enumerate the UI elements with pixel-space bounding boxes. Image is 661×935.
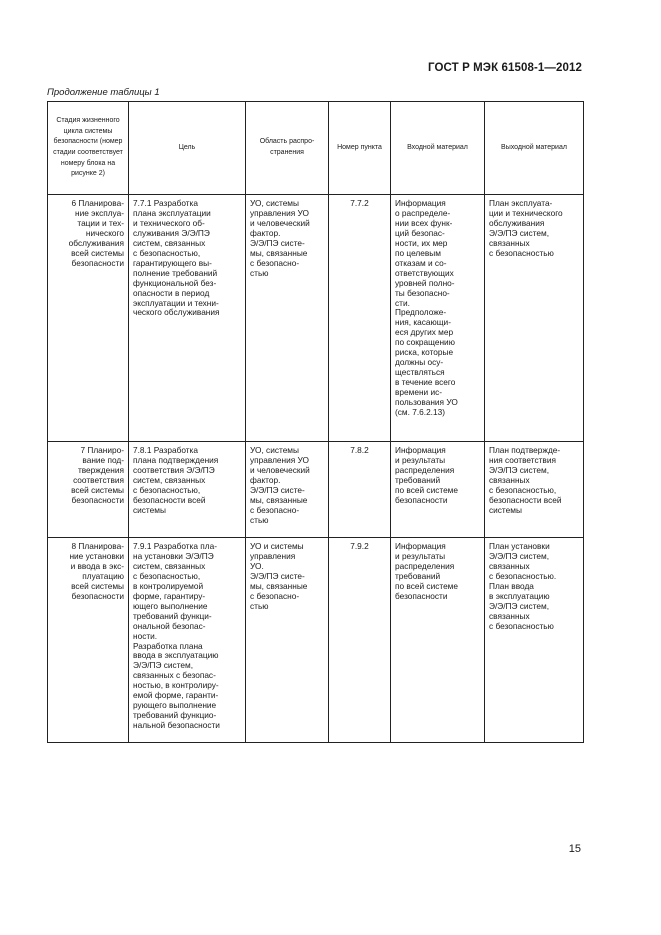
- table-header-row: [48, 102, 584, 195]
- cell-scope: УО, системы управления УО и человеческий фактор. Э/Э/ПЭ систе- мы, связанные с безопасно- стью: [246, 195, 329, 442]
- cell-stage: 7 Планиро- вание под- тверждения соответствия всей системы безопасности: [48, 442, 129, 538]
- header-input: Входной материал: [391, 102, 485, 195]
- cell-input: Информация и результаты распределения требований по всей системе безопасности: [391, 538, 485, 743]
- cell-stage: 6 Планирова- ние эксплуа- тации и тех- нического обслуживания всей системы безопасности: [48, 195, 129, 442]
- header-scope: Область распро- странения: [246, 102, 329, 195]
- table-row: [48, 442, 584, 538]
- cell-clause: 7.8.2: [329, 442, 391, 538]
- cell-output: План установки Э/Э/ПЭ систем, связанных с безопасностью. План ввода в эксплуатацию Э/Э/ПЭ систем, связанных с безопасностью: [485, 538, 584, 743]
- lifecycle-table: [47, 101, 584, 743]
- header-stage: Стадия жизненного цикла системы безопасности (номер стадии соответствует номеру блока на рисунке 2): [48, 102, 129, 195]
- document-code: ГОСТ Р МЭК 61508-1—2012: [428, 62, 582, 74]
- cell-stage: 8 Планирова- ние установки и ввода в экс- плуатацию всей системы безопасности: [48, 538, 129, 743]
- table-row: [48, 538, 584, 743]
- header-clause: Номер пункта: [329, 102, 391, 195]
- cell-output: План подтвержде- ния соответствия Э/Э/ПЭ систем, связанных с безопасностью, безопасности всей системы: [485, 442, 584, 538]
- cell-output: План эксплуата- ции и технического обслуживания Э/Э/ПЭ систем, связанных с безопасностью: [485, 195, 584, 442]
- table-row: [48, 195, 584, 442]
- cell-goal: 7.7.1 Разработка плана эксплуатации и технического об- служивания Э/Э/ПЭ систем, связанных с безопасностью, гарантирующего вы- полнение требований функциональной без- опасности в период эксплуатации и техни- ческого обслуживания: [129, 195, 246, 442]
- cell-clause: 7.9.2: [329, 538, 391, 743]
- cell-goal: 7.8.1 Разработка плана подтверждения соответствия Э/Э/ПЭ систем, связанных с безопасностью, безопасности всей системы: [129, 442, 246, 538]
- cell-input: Информация о распределе- нии всех функ- ций безопас- ности, их мер по целевым отказам и со- ответствующих уровней полно- ты безопасно- сти. Предположе- ния, касающи- еся других мер по сокращению риска, которые должны осу- ществляться в течение всего времени ис- пользования УО (см. 7.6.2.13): [391, 195, 485, 442]
- cell-scope: УО и системы управления УО. Э/Э/ПЭ систе- мы, связанные с безопасно- стью: [246, 538, 329, 743]
- cell-goal: 7.9.1 Разработка пла- на установки Э/Э/ПЭ систем, связанных с безопасностью, в контролируемой форме, гарантиру- ющего выполнение требований функци- ональной безопас- ности. Разработка плана ввода в эксплуатацию Э/Э/ПЭ систем, связанных с безопас- ностью, в контролиру- емой форме, гаранти- рующего выполнение требований функцио- нальной безопасности: [129, 538, 246, 743]
- table-caption: Продолжение таблицы 1: [47, 87, 160, 98]
- cell-input: Информация и результаты распределения требований по всей системе безопасности: [391, 442, 485, 538]
- page-number: 15: [568, 843, 581, 855]
- cell-clause: 7.7.2: [329, 195, 391, 442]
- header-goal: Цель: [129, 102, 246, 195]
- cell-scope: УО, системы управления УО и человеческий фактор. Э/Э/ПЭ систе- мы, связанные с безопасно- стью: [246, 442, 329, 538]
- header-output: Выходной материал: [485, 102, 584, 195]
